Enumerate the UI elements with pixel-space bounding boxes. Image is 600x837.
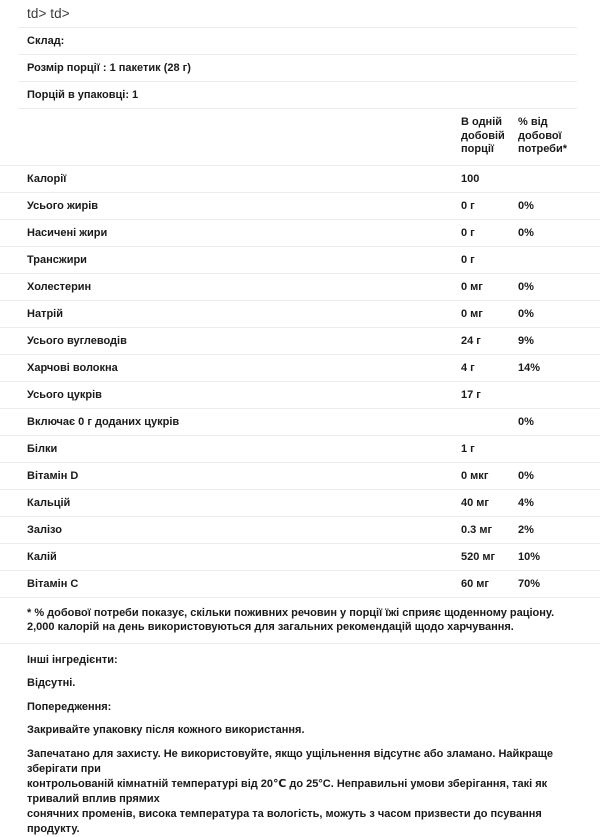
table-row [0,246,600,273]
nutrient-amount [461,408,518,435]
nutrient-daily-value: 2% [518,516,600,543]
fragment-title: td> td> [27,6,70,21]
nutrient-amount: 1 г [461,435,518,462]
table-row [0,408,600,435]
warning-heading: Попередження: [27,700,112,713]
nutrient-label: Кальцій [0,489,461,516]
nutrient-amount: 0 г [461,219,518,246]
nutrient-label: Залізо [0,516,461,543]
composition-row [0,28,600,54]
nutrient-label: Трансжири [0,246,461,273]
nutrition-table [0,109,600,598]
nutrient-daily-value [518,165,600,192]
table-row [0,516,600,543]
nutrient-daily-value: 0% [518,219,600,246]
footnote-line-2: 2,000 калорій на день використовуються для загальних рекомендацій щодо харчування. [27,620,514,633]
table-row [0,381,600,408]
nutrient-label: Калій [0,543,461,570]
table-row [0,489,600,516]
table-row [0,354,600,381]
header-nutrient [0,109,461,165]
nutrient-label: Усього жирів [0,192,461,219]
other-ingredients-heading: Інші інгредієнти: [27,653,118,666]
nutrient-amount: 24 г [461,327,518,354]
nutrient-label: Холестерин [0,273,461,300]
warning-line-3: сонячних променів, висока температура та вологість, можуть з часом призвести до псування продукту. [27,807,542,835]
nutrient-label: Натрій [0,300,461,327]
nutrient-daily-value: 14% [518,354,600,381]
footnote-line-1: * % добової потреби показує, скільки поживних речовин у порції їжі сприяє щоденному раціону. [27,606,555,619]
table-row [0,462,600,489]
nutrient-label: Вітамін C [0,570,461,597]
table-header-row [0,109,600,165]
nutrient-daily-value: 0% [518,300,600,327]
nutrient-daily-value: 0% [518,273,600,300]
daily-value-footnote [0,598,600,644]
nutrient-label: Білки [0,435,461,462]
table-row [0,165,600,192]
nutrient-amount: 17 г [461,381,518,408]
nutrient-daily-value: 70% [518,570,600,597]
nutrient-daily-value: 0% [518,462,600,489]
warning-paragraph-1: Закривайте упаковку після кожного використання. [27,723,305,736]
table-row [0,192,600,219]
nutrient-daily-value: 4% [518,489,600,516]
nutrient-label: Усього цукрів [0,381,461,408]
warning-line-2: контрольованій кімнатній температурі від 20℃ до 25°C. Неправильні умови зберігання, такі як тривалий вплив прямих [27,777,548,805]
nutrient-label: Усього вуглеводів [0,327,461,354]
nutrient-amount: 0 мкг [461,462,518,489]
nutrient-label: Вітамін D [0,462,461,489]
nutrient-label: Харчові волокна [0,354,461,381]
nutrient-amount: 0 мг [461,300,518,327]
table-row [0,435,600,462]
nutrient-amount: 0.3 мг [461,516,518,543]
nutrient-amount: 60 мг [461,570,518,597]
nutrient-daily-value: 9% [518,327,600,354]
nutrient-amount: 100 [461,165,518,192]
nutrient-daily-value: 0% [518,408,600,435]
table-row [0,570,600,597]
nutrient-amount: 0 г [461,246,518,273]
servings-per-container-row: Порцій в упаковці: 1 [27,89,139,101]
nutrient-daily-value [518,435,600,462]
nutrient-daily-value [518,381,600,408]
warning-body [0,714,600,837]
composition-label: Склад: [27,35,65,47]
nutrient-amount: 40 мг [461,489,518,516]
table-row [0,300,600,327]
nutrient-label: Включає 0 г доданих цукрів [0,408,461,435]
warning-paragraph-2 [27,747,577,837]
serving-size-value: 1 пакетик (28 г) [109,62,191,74]
header-daily-value: % від добової потреби* [518,109,600,165]
nutrient-label: Насичені жири [0,219,461,246]
nutrient-daily-value [518,246,600,273]
table-row [0,543,600,570]
nutrient-amount: 0 г [461,192,518,219]
nutrition-table-body [0,165,600,597]
other-ingredients-body: Відсутні. [27,676,76,689]
nutrient-amount: 520 мг [461,543,518,570]
nutrient-daily-value: 0% [518,192,600,219]
table-row [0,219,600,246]
table-row [0,273,600,300]
nutrient-label: Калорії [0,165,461,192]
nutrient-daily-value: 10% [518,543,600,570]
warning-line-1: Запечатано для захисту. Не використовуйте, якщо ущільнення відсутнє або зламано. Найкраще зберігати при [27,747,554,775]
nutrient-amount: 0 мг [461,273,518,300]
serving-size-row [0,55,600,81]
table-row [0,327,600,354]
nutrient-amount: 4 г [461,354,518,381]
serving-size-label: Розмір порції : [27,62,107,74]
header-amount-per-serving: В одній добовій порції [461,109,518,165]
